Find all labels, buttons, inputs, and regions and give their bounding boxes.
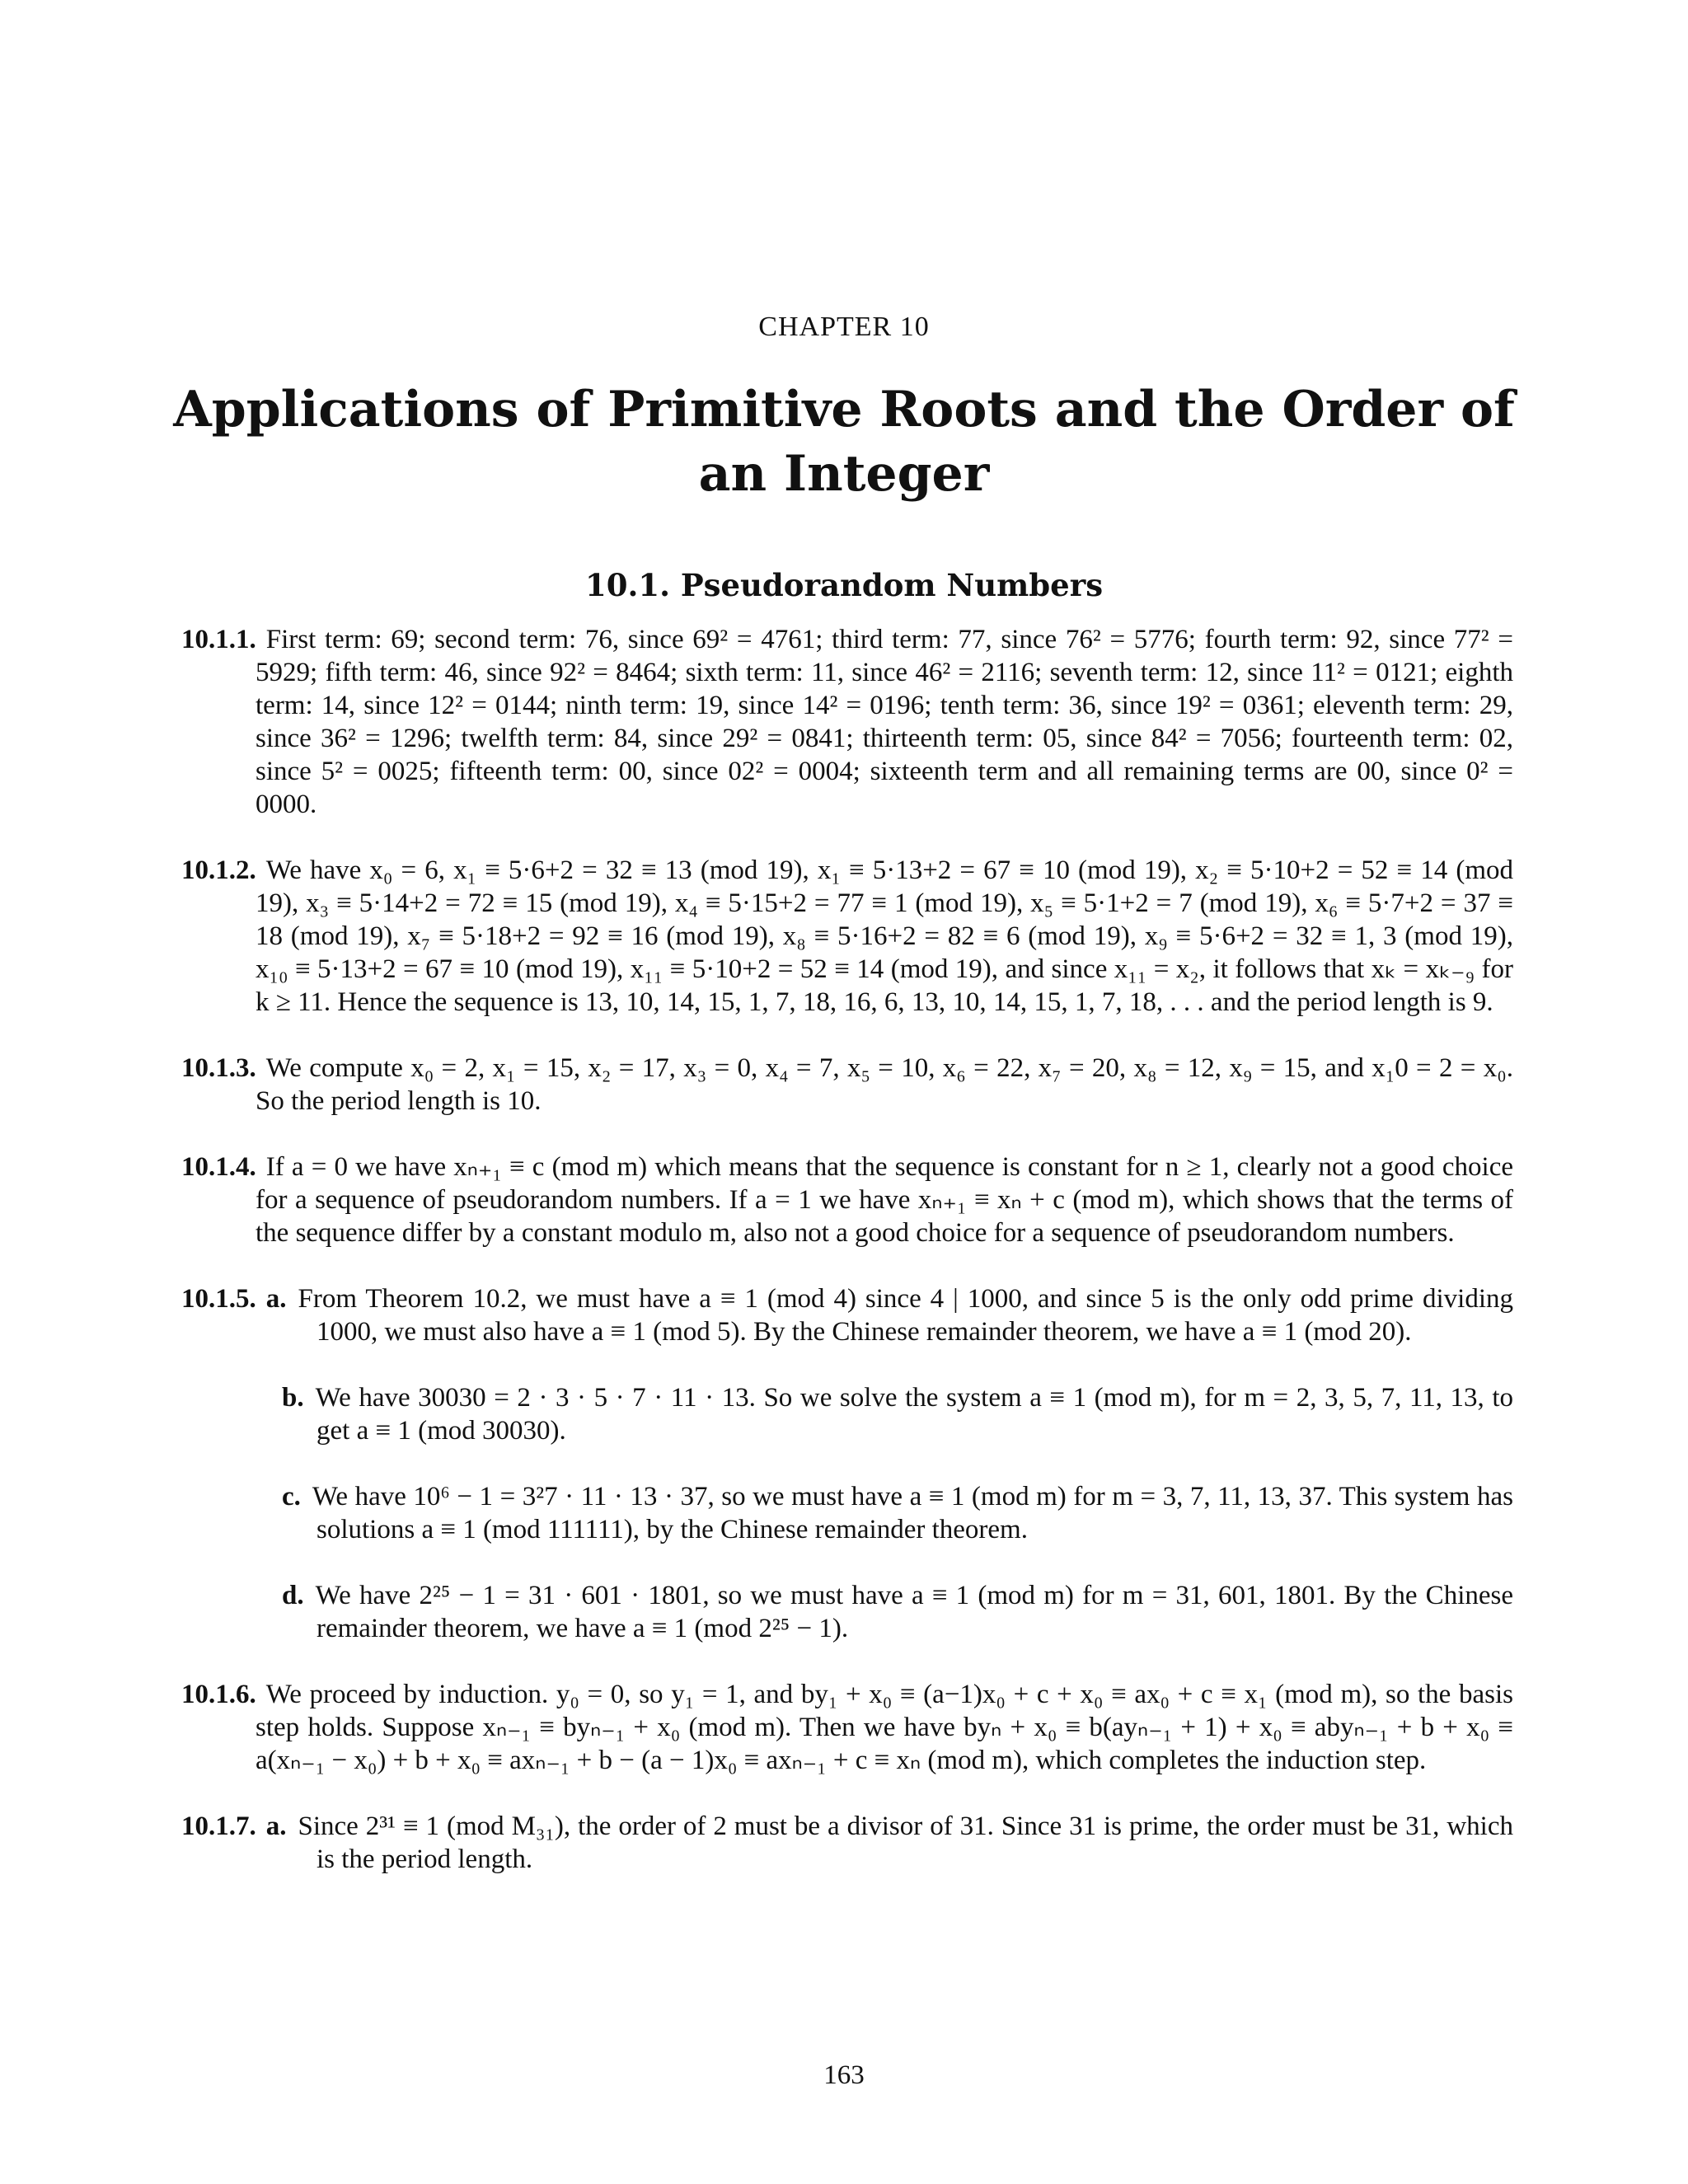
solution-number: 10.1.6. <box>181 1680 256 1709</box>
solution-text: If a = 0 we have xₙ₊₁ ≡ c (mod m) which means that the sequence is constant for n ≥ 1, clearly not a good choice for a sequence of pseudorandom numbers. If a = 1 we have xₙ₊₁ ≡ xₙ + c (mod m), which shows that the terms of the sequence differ by a constant modulo m, also not a good choice for a sequence of pseudorandom numbers. <box>256 1152 1513 1248</box>
solution-number: 10.1.5. <box>181 1284 256 1314</box>
solution-part-letter: a. <box>265 1811 287 1841</box>
solution-text: We compute x₀ = 2, x₁ = 15, x₂ = 17, x₃ = 0, x₄ = 7, x₅ = 10, x₆ = 22, x₇ = 20, x₈ = 12, x₉ = 15, and x₁0 = 2 = x₀. So the period length is 10. <box>256 1053 1513 1116</box>
solution-10-1-3 <box>181 1052 1513 1118</box>
page-number: 163 <box>823 2060 865 2090</box>
solution-part-letter: a. <box>265 1284 287 1314</box>
solution-text: Since 2³¹ ≡ 1 (mod M₃₁), the order of 2 must be a divisor of 31. Since 31 is prime, the order must be 31, which is the period length. <box>298 1811 1513 1874</box>
solution-text: We have 2²⁵ − 1 = 31 · 601 · 1801, so we must have a ≡ 1 (mod m) for m = 31, 601, 1801. By the Chinese remainder theorem, we have a ≡ 1 (mod 2²⁵ − 1). <box>315 1581 1513 1643</box>
solution-10-1-5-d <box>181 1579 1513 1645</box>
solution-10-1-7-a <box>181 1810 1513 1876</box>
solution-text: First term: 69; second term: 76, since 69² = 4761; third term: 77, since 76² = 5776; fourth term: 92, since 77² = 5929; fifth term: 46, since 92² = 8464; sixth term: 11, since 46² = 2116; seventh term: 12, since 11² = 0121; eighth term: 14, since 12² = 0144; ninth term: 19, since 14² = 0196; tenth term: 36, since 19² = 0361; eleventh term: 29, since 36² = 1296; twelfth term: 84, since 29² = 0841; thirteenth term: 05, since 84² = 7056; fourteenth term: 02, since 5² = 0025; fifteenth term: 00, since 02² = 0004; sixteenth term and all remaining terms are 00, since 0² = 0000. <box>256 625 1513 819</box>
chapter-label: CHAPTER 10 <box>758 312 930 342</box>
solution-number: 10.1.1. <box>181 625 256 654</box>
solution-number: 10.1.3. <box>181 1053 256 1083</box>
solution-10-1-5-a <box>181 1282 1513 1348</box>
solution-10-1-2 <box>181 854 1513 1019</box>
solution-number: 10.1.4. <box>181 1152 256 1182</box>
section-title: 10.1. Pseudorandom Numbers <box>584 567 1104 603</box>
solution-number: 10.1.2. <box>181 855 256 885</box>
solution-part-letter: b. <box>282 1383 304 1413</box>
solution-part-letter: c. <box>282 1482 301 1511</box>
solution-number: 10.1.7. <box>181 1811 256 1841</box>
solution-text: We have 30030 = 2 · 3 · 5 · 7 · 11 · 13. So we solve the system a ≡ 1 (mod m), for m = 2, 3, 5, 7, 11, 13, to get a ≡ 1 (mod 30030). <box>315 1383 1513 1446</box>
solution-10-1-4 <box>181 1151 1513 1249</box>
solution-text: From Theorem 10.2, we must have a ≡ 1 (mod 4) since 4 | 1000, and since 5 is the only odd prime dividing 1000, we must also have a ≡ 1 (mod 5). By the Chinese remainder theorem, we have a ≡ 1 (mod 20). <box>298 1284 1513 1347</box>
solution-10-1-6 <box>181 1678 1513 1777</box>
solution-10-1-1 <box>181 623 1513 821</box>
solutions-list <box>181 623 1513 1909</box>
solution-text: We have 10⁶ − 1 = 3²7 · 11 · 13 · 37, so we must have a ≡ 1 (mod m) for m = 3, 7, 11, 13, 37. This system has solutions a ≡ 1 (mod 111111), by the Chinese remainder theorem. <box>312 1482 1513 1544</box>
solution-10-1-5-b <box>181 1381 1513 1447</box>
solution-text: We have x₀ = 6, x₁ ≡ 5·6+2 = 32 ≡ 13 (mod 19), x₁ ≡ 5·13+2 = 67 ≡ 10 (mod 19), x₂ ≡ 5·10+2 = 52 ≡ 14 (mod 19), x₃ ≡ 5·14+2 = 72 ≡ 15 (mod 19), x₄ ≡ 5·15+2 = 77 ≡ 1 (mod 19), x₅ ≡ 5·1+2 = 7 (mod 19), x₆ ≡ 5·7+2 = 37 ≡ 18 (mod 19), x₇ ≡ 5·18+2 = 92 ≡ 16 (mod 19), x₈ ≡ 5·16+2 = 82 ≡ 6 (mod 19), x₉ ≡ 5·6+2 = 32 ≡ 1, 3 (mod 19), x₁₀ ≡ 5·13+2 = 67 ≡ 10 (mod 19), x₁₁ ≡ 5·10+2 = 52 ≡ 14 (mod 19), and since x₁₁ = x₂, it follows that xₖ = xₖ₋₉ for k ≥ 11. Hence the sequence is 13, 10, 14, 15, 1, 7, 18, 16, 6, 13, 10, 14, 15, 1, 7, 18, . . . and the period length is 9. <box>256 855 1513 1017</box>
solution-part-letter: d. <box>282 1581 304 1610</box>
solution-text: We proceed by induction. y₀ = 0, so y₁ = 1, and by₁ + x₀ ≡ (a−1)x₀ + c + x₀ ≡ ax₀ + c ≡ x₁ (mod m), so the basis step holds. Suppose xₙ₋₁ ≡ byₙ₋₁ + x₀ (mod m). Then we have byₙ + x₀ ≡ b(ayₙ₋₁ + 1) + x₀ ≡ abyₙ₋₁ + b + x₀ ≡ a(xₙ₋₁ − x₀) + b + x₀ ≡ axₙ₋₁ + b − (a − 1)x₀ ≡ axₙ₋₁ + c ≡ xₙ (mod m), which completes the induction step. <box>256 1680 1513 1775</box>
chapter-title: Applications of Primitive Roots and the Order of an Integer <box>173 381 1515 503</box>
solution-10-1-5-c <box>181 1480 1513 1546</box>
